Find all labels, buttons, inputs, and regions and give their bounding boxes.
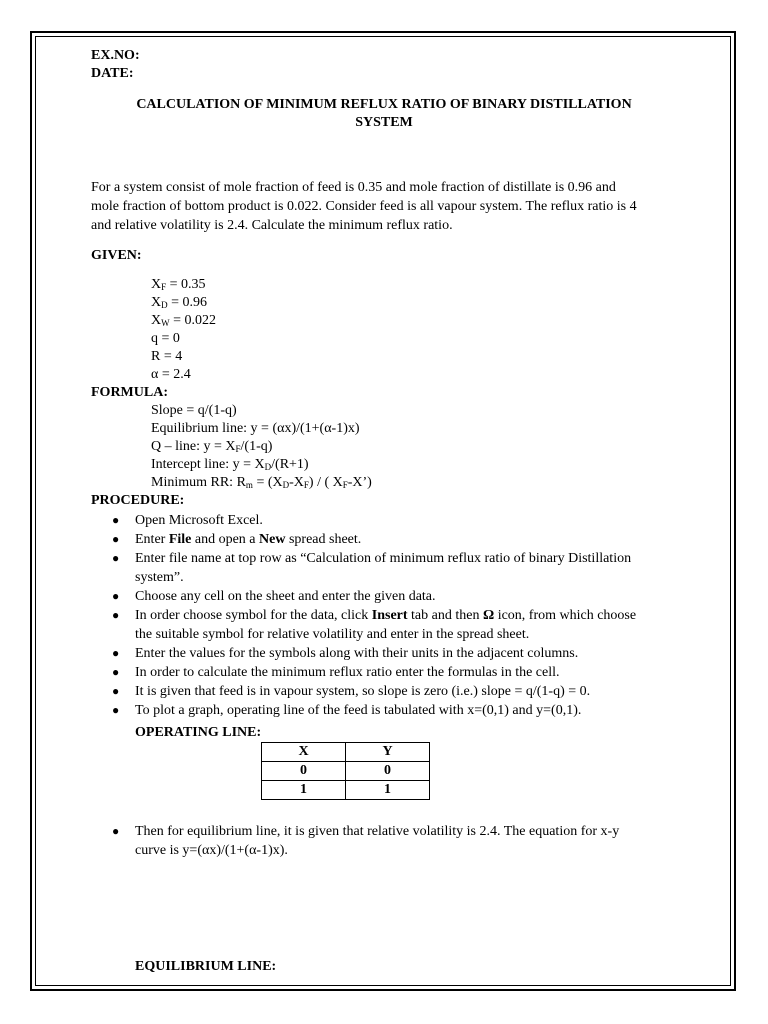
list-item: ● Enter File and open a New spread sheet. [112,532,362,547]
column-header: X [262,743,346,762]
given-xf: $X_F = 0.35$ [151,277,206,292]
table-cell: 0 [262,762,346,781]
date-label: DATE: [91,66,134,81]
list-item: ● Open Microsoft Excel. [112,513,263,528]
list-item: ● Then for equilibrium line, it is given that relative volatility is 2.4. The equation for x-y curve is y=(αx)/(1+(α-1)x). [112,824,620,858]
formula-slope: Slope = q/(1-q) [151,403,237,418]
operating-line-heading: OPERATING LINE: [135,725,262,740]
formula-min-rr: Minimum RR: $R_m = (X_D-X_F)$ / ( $X_F-X$’) [151,475,372,490]
formula-equilibrium: Equilibrium line: y = (αx)/(1+(α-1)x) [151,421,360,436]
bullet-icon: ● [112,646,120,660]
given-r: R = 4 [151,349,183,364]
table-row [262,762,430,781]
list-item: ● In order to calculate the minimum reflux ratio enter the formulas in the cell. [112,665,560,680]
bullet-icon: ● [112,824,120,838]
table-row [262,781,430,800]
omega-icon: Ω [482,608,495,623]
list-item: ● Enter file name at top row as “Calculation of minimum reflux ratio of binary Distillation system”. [112,551,632,585]
bullet-icon: ● [112,684,120,698]
problem-line-1: For a system consist of mole fraction of feed is 0.35 and mole fraction of distillate is 0.96 and [91,180,616,195]
bullet-icon: ● [112,608,120,622]
given-heading: GIVEN: [91,248,142,263]
table-cell: 0 [346,762,430,781]
list-item: ● In order choose symbol for the data, click Insert tab and then Ω icon, from which choose the suitable symbol for relative volatility and enter in the spread sheet. [112,608,637,642]
header-block [91,47,691,83]
bullet-icon: ● [112,513,120,527]
given-q: q = 0 [151,331,180,346]
given-xd: $X_D = 0.96$ [151,295,208,310]
formula-list [151,402,372,492]
list-item: ● To plot a graph, operating line of the feed is tabulated with x=(0,1) and y=(0,1). [112,703,582,718]
procedure-list [91,511,691,720]
column-header: Y [346,743,430,762]
problem-line-3: and relative volatility is 2.4. Calculate the minimum reflux ratio. [91,218,453,233]
list-item: ● It is given that feed is in vapour system, so slope is zero (i.e.) slope = q/(1-q) = 0. [112,684,591,699]
operating-line-table [261,742,430,800]
title-line-2: SYSTEM [355,115,413,130]
given-xw: $X_W = 0.022$ [151,313,217,328]
problem-line-2: mole fraction of bottom product is 0.022. Consider feed is all vapour system. The reflux ratio is 4 [91,199,637,214]
bullet-icon: ● [112,589,120,603]
table-header-row [262,743,430,762]
list-item: ● Enter the values for the symbols along with their units in the adjacent columns. [112,646,579,661]
bullet-icon: ● [112,665,120,679]
problem-statement [91,178,691,235]
formula-heading: FORMULA: [91,385,168,400]
page-title [91,96,677,132]
formula-intercept: Intercept line: $y = X_D/(R+1)$ [151,457,309,472]
procedure-heading: PROCEDURE: [91,493,185,508]
bullet-icon: ● [112,703,120,717]
formula-qline: Q – line: $y = X_F/(1-q)$ [151,439,273,454]
table-cell: 1 [346,781,430,800]
procedure-list-continued [91,822,691,860]
table-cell: 1 [262,781,346,800]
exno-label: EX.NO: [91,48,140,63]
given-alpha: α = 2.4 [151,367,191,382]
bullet-icon: ● [112,551,120,565]
title-line-1: CALCULATION OF MINIMUM REFLUX RATIO OF BINARY DISTILLATION [136,97,632,112]
bullet-icon: ● [112,532,120,546]
given-list [151,276,216,384]
list-item: ● Choose any cell on the sheet and enter the given data. [112,589,436,604]
equilibrium-line-heading: EQUILIBRIUM LINE: [135,959,277,974]
